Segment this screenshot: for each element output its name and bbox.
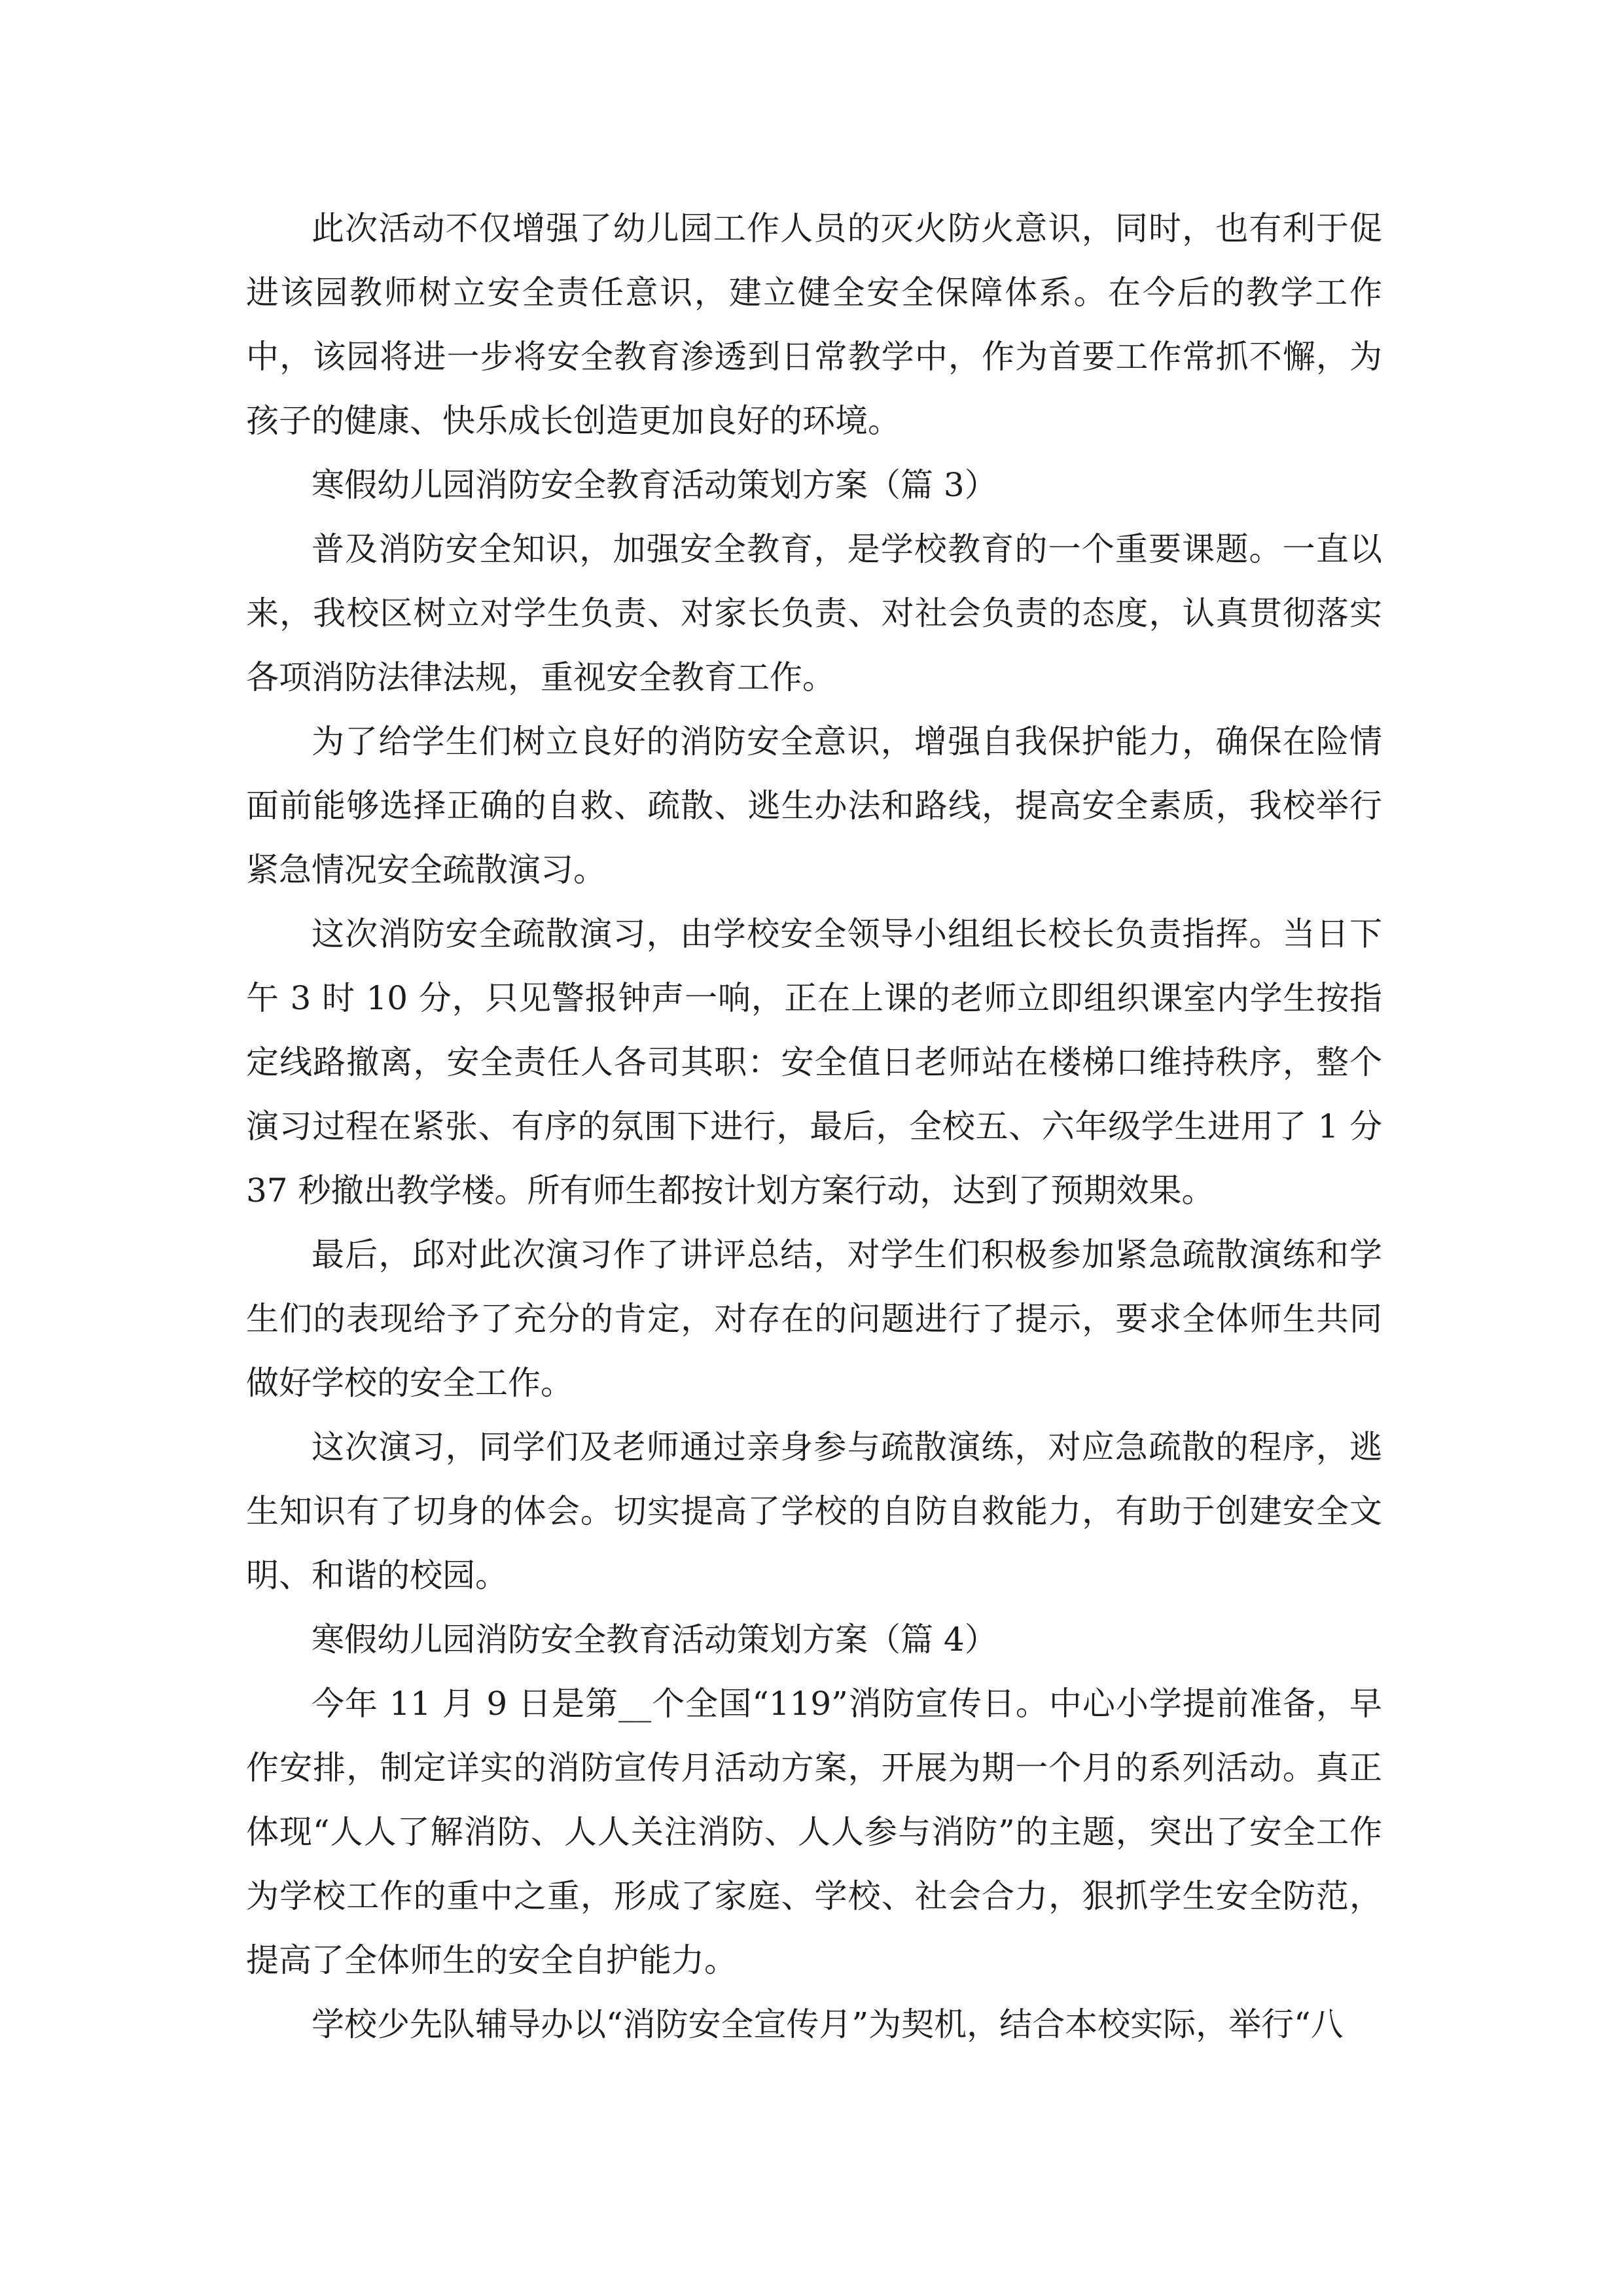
section-heading-part-3: 寒假幼儿园消防安全教育活动策划方案（篇 3） [312, 466, 997, 504]
paragraph-activity-summary: 此次活动不仅增强了幼儿园工作人员的灭火防火意识，同时，也有利于促进该园教师树立安全责任意识，建立健全安全保障体系。在今后的教学工作中，该园将进一步将安全教育渗透到日常教学中，作为首要工作常抓不懈，为孩子的健康、快乐成长创造更加良好的环境。 [246, 209, 1382, 440]
paragraph-publicity-month: 学校少先队辅导办以“消防安全宣传月”为契机，结合本校实际，举行“八 [312, 2005, 1344, 2043]
paragraph-fire-knowledge: 普及消防安全知识，加强安全教育，是学校教育的一个重要课题。一直以来，我校区树立对学生负责、对家长负责、对社会负责的态度，认真贯彻落实各项消防法律法规，重视安全教育工作。 [246, 530, 1382, 696]
paragraph-evacuation-drill: 这次消防安全疏散演习，由学校安全领导小组组长校长负责指挥。当日下午 3 时 10 分，只见警报钟声一响，正在上课的老师立即组织课室内学生按指定线路撤离，安全责任人各司其职：安全值日老师站在楼梯口维持秩序，整个演习过程在紧张、有序的氛围下进行，最后，全校五、六年级学生进用了 1 分 37 秒撤出教学楼。所有师生都按计划方案行动，达到了预期效果。 [246, 915, 1382, 1210]
paragraph-drill-review: 最后，邱对此次演习作了讲评总结，对学生们积极参加紧急疏散演练和学生们的表现给予了充分的肯定，对存在的问题进行了提示，要求全体师生共同做好学校的安全工作。 [246, 1236, 1382, 1402]
document-body [246, 196, 1382, 2056]
paragraph-fire-day: 今年 11 月 9 日是第__个全国“119”消防宣传日。中心小学提前准备，早作安排，制定详实的消防宣传月活动方案，开展为期一个月的系列活动。真正体现“人人了解消防、人人关注消防、人人参与消防”的主题，突出了安全工作为学校工作的重中之重，形成了家庭、学校、社会合力，狠抓学生安全防范，提高了全体师生的安全自护能力。 [246, 1685, 1382, 1979]
section-heading-part-4: 寒假幼儿园消防安全教育活动策划方案（篇 4） [312, 1621, 997, 1659]
paragraph-drill-outcome: 这次演习，同学们及老师通过亲身参与疏散演练，对应急疏散的程序，逃生知识有了切身的体会。切实提高了学校的自防自救能力，有助于创建安全文明、和谐的校园。 [246, 1428, 1382, 1594]
paragraph-safety-awareness: 为了给学生们树立良好的消防安全意识，增强自我保护能力，确保在险情面前能够选择正确的自救、疏散、逃生办法和路线，提高安全素质，我校举行紧急情况安全疏散演习。 [246, 723, 1382, 889]
